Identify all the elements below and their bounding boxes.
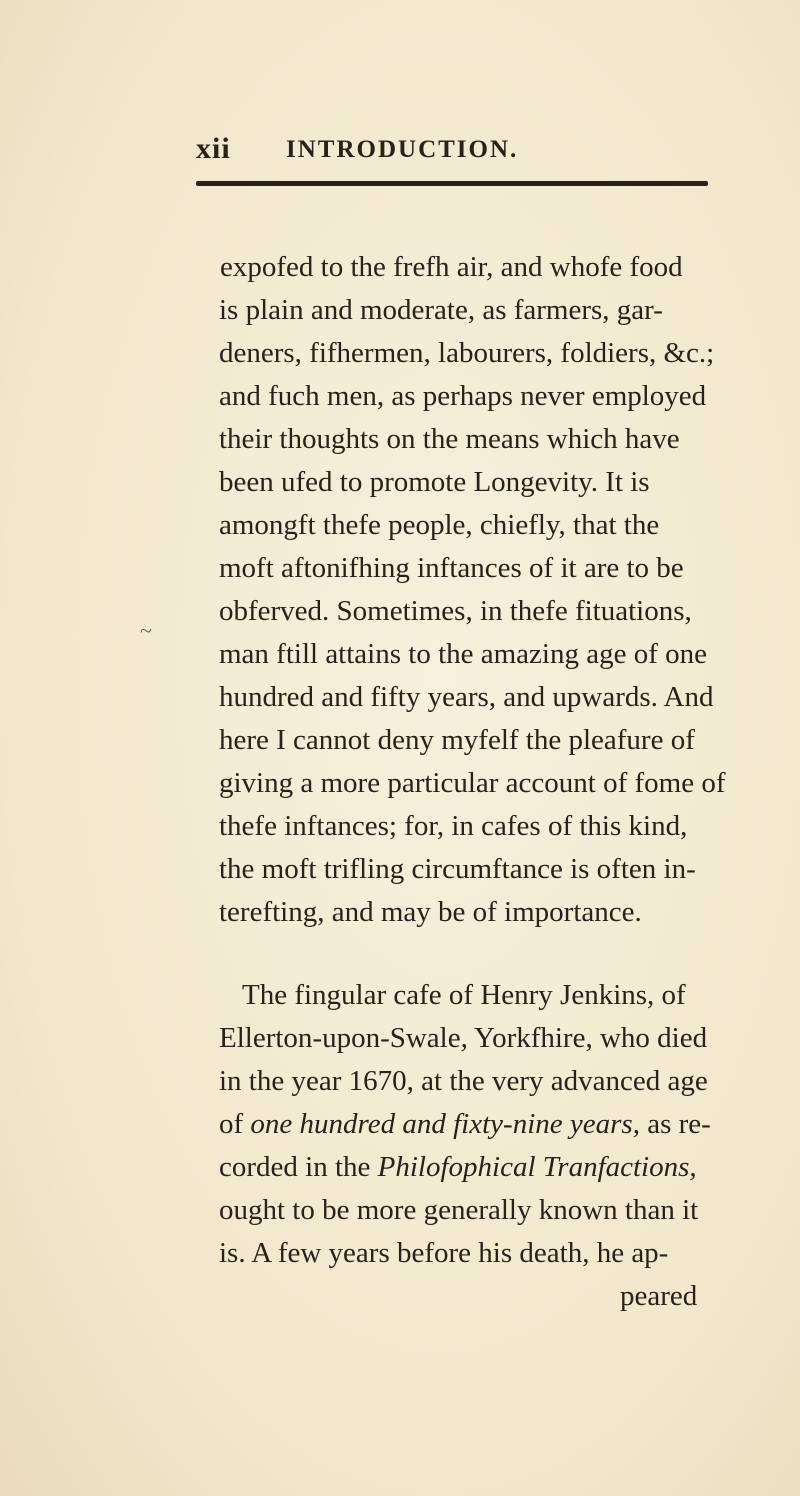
text-line: terefting, and may be of importance. [219, 896, 642, 928]
text-line: and fuch men, as perhaps never employed [219, 380, 707, 412]
catchword: peared [620, 1280, 698, 1312]
italic-title: Philofophical Tranfactions, [377, 1151, 697, 1183]
text-line: amongft thefe people, chiefly, that the [219, 509, 660, 541]
text-line: moft aftonifhing inftances of it are to be [219, 552, 684, 584]
text-run: of [219, 1108, 251, 1140]
text-line: deners, fifhermen, labourers, foldiers, &c.; [219, 337, 715, 369]
text-line: giving a more particular account of fome of [219, 767, 726, 799]
italic-phrase: one hundred and fixty-nine years, [250, 1108, 640, 1140]
text-line: been ufed to promote Longevity. It is [219, 466, 650, 498]
text-line: thefe inftances; for, in cafes of this kind, [219, 810, 688, 842]
text-line: ought to be more generally known than it [219, 1194, 699, 1226]
margin-mark: ~ [140, 618, 152, 643]
text-line: the moft trifling circumftance is often in- [219, 853, 696, 885]
text-line: is plain and moderate, as farmers, gar- [219, 294, 663, 326]
text-run: corded in the [219, 1151, 378, 1183]
text-line: obferved. Sometimes, in thefe fituations, [219, 595, 692, 627]
text-line [219, 1147, 697, 1187]
text-line: is. A few years before his death, he ap- [219, 1237, 669, 1269]
text-line: here I cannot deny myfelf the pleafure of [219, 724, 695, 756]
text-line: in the year 1670, at the very advanced age [219, 1065, 708, 1097]
text-line: Ellerton-upon-Swale, Yorkfhire, who died [219, 1022, 708, 1054]
text-line: man ftill attains to the amazing age of one [219, 638, 708, 670]
text-line [219, 1104, 711, 1144]
running-head: INTRODUCTION. [286, 136, 519, 163]
text-line: hundred and fifty years, and upwards. And [219, 681, 714, 713]
page-header [0, 132, 800, 172]
text-line: The fingular cafe of Henry Jenkins, of [242, 979, 686, 1011]
header-rule [196, 181, 708, 186]
text-run: as re- [639, 1108, 711, 1140]
text-line: their thoughts on the means which have [219, 423, 680, 455]
page-number: xii [196, 132, 231, 165]
text-line: expofed to the frefh air, and whofe food [220, 251, 683, 283]
